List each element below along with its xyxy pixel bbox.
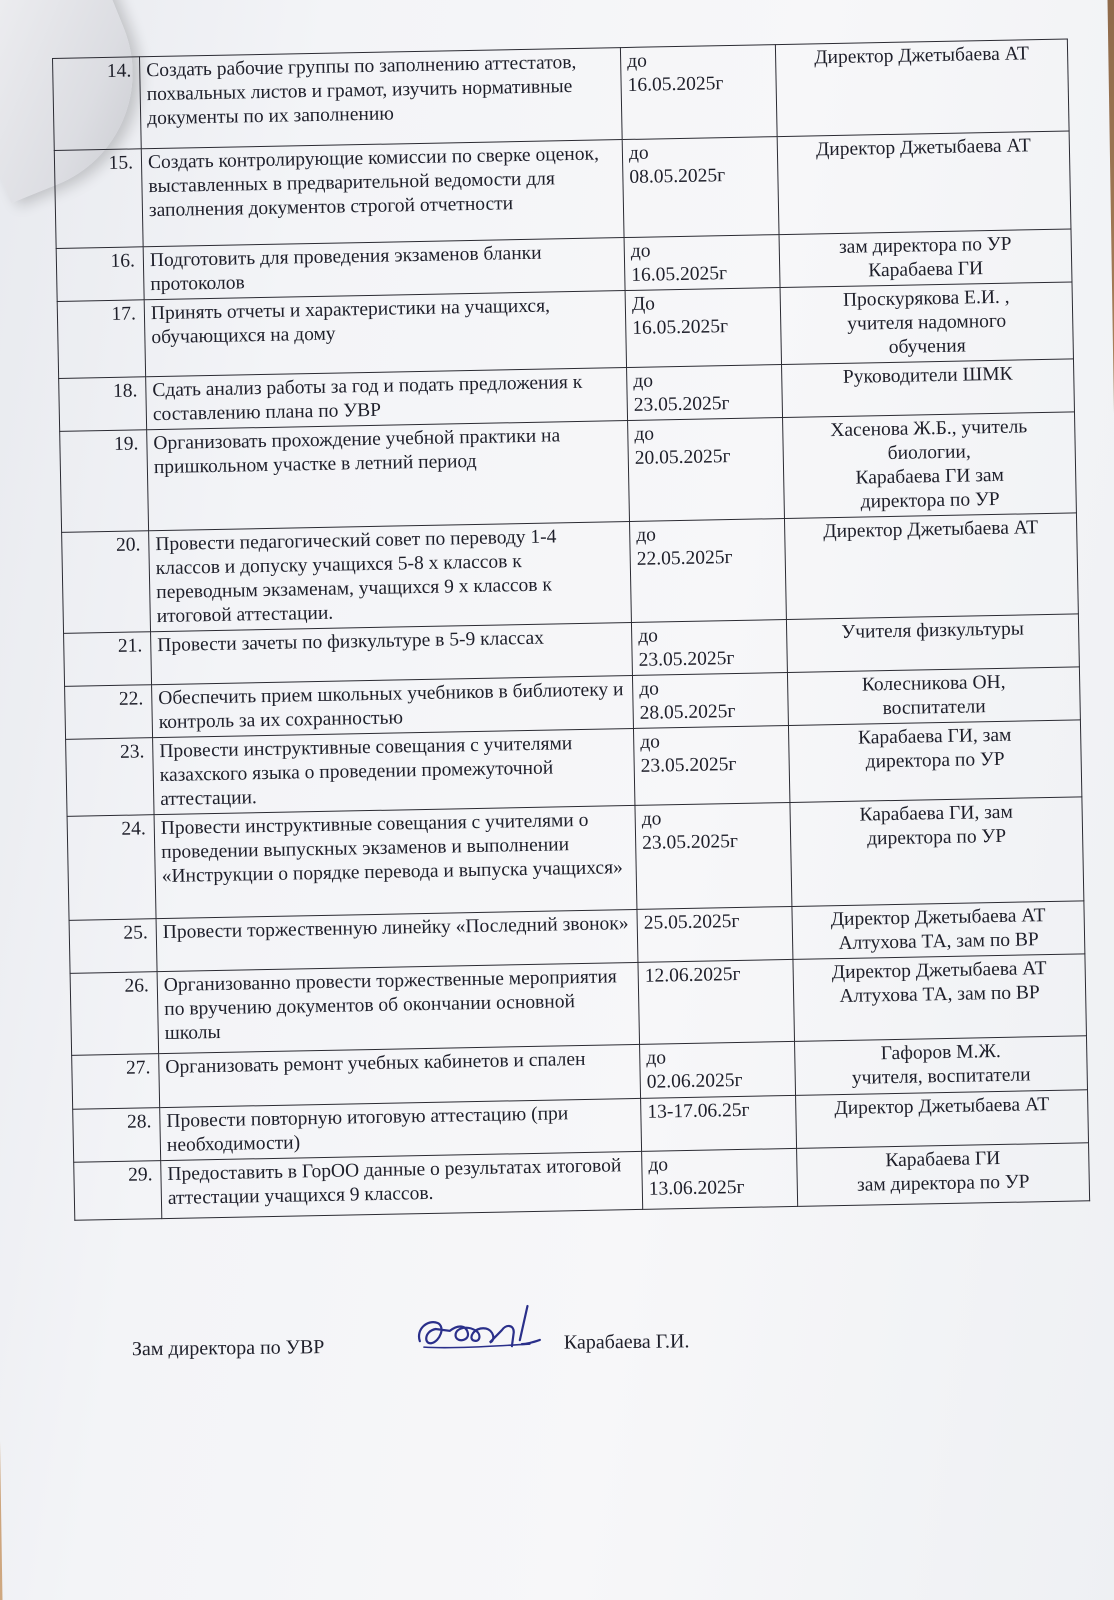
responsible-cell: Карабаева ГИ зам директора по УР	[797, 1143, 1090, 1207]
deadline-cell: до 16.05.2025г	[624, 235, 780, 291]
responsible-cell: Проскурякова Е.И. , учителя надомного обучения	[780, 282, 1073, 365]
task-cell: Принять отчеты и характеристики на учащихся, обучающихся на дому	[144, 291, 626, 377]
task-cell: Создать контролирующие комиссии по сверке оценок, выставленных в предварительной ведомости для заполнения документов строгой отчетности	[141, 140, 624, 247]
row-number: 16.	[56, 247, 144, 302]
deadline-cell: до 02.06.2025г	[640, 1041, 796, 1098]
table-row	[62, 513, 1079, 633]
row-number: 28.	[73, 1108, 161, 1163]
task-cell: Обеспечить прием школьных учебников в библиотеку и контроль за их сохранностью	[152, 675, 634, 737]
responsible-cell: Карабаева ГИ, зам директора по УР	[790, 797, 1084, 907]
responsible-cell: Директор Джетыбаева АТ Алтухова ТА, зам по ВР	[792, 901, 1085, 960]
deadline-cell: до 23.05.2025г	[631, 620, 787, 676]
table-row	[60, 412, 1077, 532]
row-number: 15.	[54, 149, 143, 249]
row-number: 27.	[72, 1054, 160, 1110]
row-number: 17.	[57, 300, 145, 379]
deadline-cell: до 16.05.2025г	[620, 45, 777, 140]
plan-table	[52, 38, 1090, 1220]
responsible-cell: Хасенова Ж.Б., учитель биологии, Карабаева ГИ зам директора по УР	[783, 412, 1077, 519]
responsible-cell: зам директора по УР Карабаева ГИ	[779, 229, 1072, 288]
task-cell: Провести педагогический совет по переводу 1-4 классов и допуску учащихся 5-8 х классов к переводным экзаменам, учащихся 9 х классов к итоговой аттестации.	[149, 521, 632, 631]
task-cell: Предоставить в ГорОО данные о результатах итоговой аттестации учащихся 9 классов.	[161, 1151, 643, 1218]
deadline-cell: До 16.05.2025г	[625, 288, 781, 368]
responsible-cell: Гафоров М.Ж. учителя, воспитатели	[795, 1036, 1088, 1096]
task-cell: Провести инструктивные совещания с учителями о проведении выпускных экзаменов и выполнении «Инструкции о порядке перевода и выпуска учащихся»	[154, 805, 637, 918]
task-cell: Сдать анализ работы за год и подать предложения к составлению плана по УВР	[146, 368, 628, 430]
responsible-cell: Колесникова ОН, воспитатели	[787, 667, 1080, 726]
deadline-cell: 25.05.2025г	[637, 906, 793, 962]
responsible-cell: Директор Джетыбаева АТ	[784, 513, 1078, 620]
deadline-cell: 13-17.06.25г	[641, 1095, 797, 1151]
deadline-cell: до 13.06.2025г	[642, 1148, 798, 1209]
deadline-cell: до 20.05.2025г	[628, 418, 785, 522]
signature-block	[132, 1316, 933, 1394]
deadline-cell: до 23.05.2025г	[635, 802, 792, 909]
task-cell: Провести торжественную линейку «Последний звонок»	[156, 909, 638, 971]
task-cell: Провести инструктивные совещания с учителями казахского языка о проведении промежуточной аттестации.	[153, 728, 635, 814]
plan-table-container	[52, 38, 1090, 1220]
deadline-cell: до 23.05.2025г	[627, 365, 783, 421]
plan-table-body	[53, 39, 1090, 1220]
table-row	[67, 797, 1084, 920]
responsible-cell: Директор Джетыбаева АТ	[796, 1090, 1089, 1149]
responsible-cell: Директор Джетыбаева АТ	[775, 39, 1069, 137]
signer-position: Зам директора по УВР	[131, 1336, 325, 1361]
responsible-cell: Руководители ШМК	[782, 359, 1075, 418]
task-cell: Организованно провести торжественные мероприятия по вручению документов об окончании основной школы	[157, 962, 639, 1053]
row-number: 14.	[53, 57, 142, 151]
row-number: 23.	[66, 738, 154, 817]
deadline-cell: до 08.05.2025г	[622, 137, 779, 238]
row-number: 20.	[62, 531, 151, 634]
row-number: 18.	[59, 377, 147, 432]
row-number: 24.	[67, 815, 156, 921]
row-number: 19.	[60, 430, 149, 533]
responsible-cell: Карабаева ГИ, зам директора по УР	[788, 720, 1081, 803]
row-number: 26.	[70, 972, 159, 1056]
signer-name: Карабаева Г.И.	[563, 1330, 690, 1354]
deadline-cell: до 23.05.2025г	[633, 725, 789, 805]
deadline-cell: 12.06.2025г	[638, 959, 795, 1044]
task-cell: Подготовить для проведения экзаменов бланки протоколов	[143, 238, 625, 300]
task-cell: Организовать прохождение учебной практики на пришкольном участке в летний период	[147, 421, 630, 531]
task-cell: Провести зачеты по физкультуре в 5-9 классах	[151, 622, 633, 684]
task-cell: Провести повторную итоговую аттестацию (при необходимости)	[160, 1098, 642, 1160]
task-cell: Создать рабочие группы по заполнению аттестатов, похвальных листов и грамот, изучить нормативные документы по их заполнению	[139, 48, 622, 149]
row-number: 29.	[74, 1161, 162, 1221]
responsible-cell: Учителя физкультуры	[786, 614, 1079, 673]
deadline-cell: до 22.05.2025г	[630, 519, 787, 623]
signature-image	[409, 1300, 550, 1371]
responsible-cell: Директор Джетыбаева АТ	[777, 131, 1071, 235]
row-number: 22.	[65, 685, 153, 740]
responsible-cell: Директор Джетыбаева АТ Алтухова ТА, зам по ВР	[793, 954, 1087, 1042]
task-cell: Организовать ремонт учебных кабинетов и спален	[159, 1044, 641, 1107]
table-row	[54, 131, 1071, 248]
deadline-cell: до 28.05.2025г	[632, 672, 788, 728]
row-number: 21.	[64, 632, 152, 687]
row-number: 25.	[69, 919, 157, 974]
